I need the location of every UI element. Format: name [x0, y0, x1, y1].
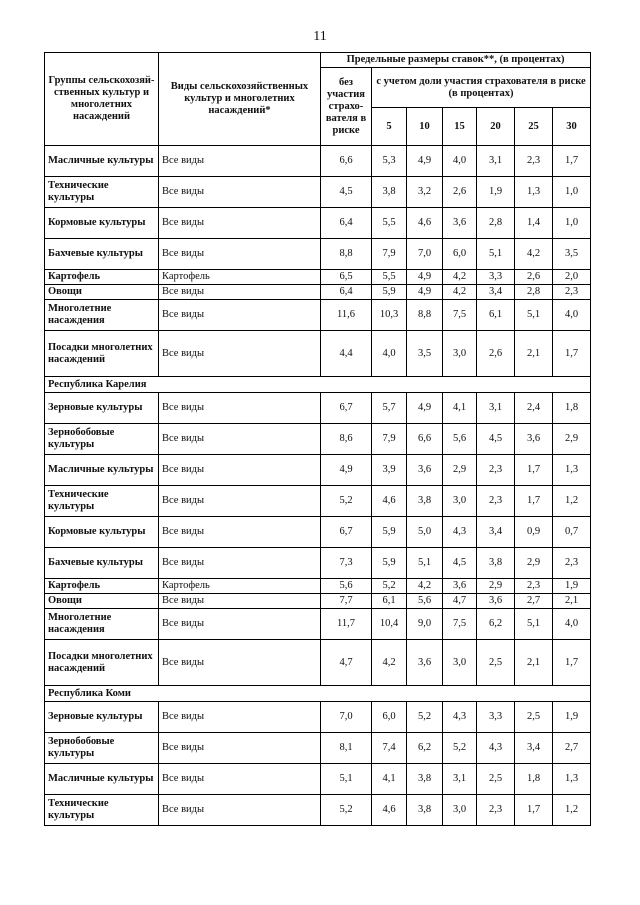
table-row [45, 331, 591, 377]
rate-share-cell: 2,9 [515, 548, 553, 579]
rate-share-cell: 1,7 [553, 640, 591, 686]
rate-no-share-cell: 4,4 [321, 331, 372, 377]
crop-kind-cell: Все виды [159, 300, 321, 331]
rate-share-cell: 3,8 [407, 764, 443, 795]
rate-share-cell: 5,1 [515, 300, 553, 331]
region-heading: Республика Карелия [45, 377, 591, 393]
rate-share-cell: 3,0 [443, 795, 477, 826]
rate-share-cell: 4,0 [372, 331, 407, 377]
rate-share-cell: 3,6 [515, 424, 553, 455]
rate-share-cell: 2,5 [515, 702, 553, 733]
rate-share-cell: 2,3 [515, 579, 553, 594]
rate-share-cell: 1,3 [515, 177, 553, 208]
rate-share-cell: 0,9 [515, 517, 553, 548]
rate-share-cell: 6,0 [372, 702, 407, 733]
rate-share-cell: 3,3 [477, 702, 515, 733]
rate-share-cell: 3,1 [477, 146, 515, 177]
rate-share-cell: 4,2 [372, 640, 407, 686]
crop-kind-cell: Все виды [159, 640, 321, 686]
rate-share-cell: 2,0 [553, 270, 591, 285]
rate-no-share-cell: 6,6 [321, 146, 372, 177]
rate-share-cell: 3,4 [477, 517, 515, 548]
rate-share-cell: 6,1 [477, 300, 515, 331]
crop-group-cell: Кормовые культуры [45, 517, 159, 548]
crop-kind-cell: Все виды [159, 594, 321, 609]
rate-no-share-cell: 6,4 [321, 285, 372, 300]
crop-group-cell: Зерновые культуры [45, 393, 159, 424]
rate-share-cell: 3,6 [477, 594, 515, 609]
rate-share-cell: 2,5 [477, 764, 515, 795]
rate-share-cell: 5,9 [372, 285, 407, 300]
rate-share-cell: 4,5 [443, 548, 477, 579]
rate-share-cell: 4,6 [372, 795, 407, 826]
rate-no-share-cell: 6,7 [321, 517, 372, 548]
crop-group-cell: Овощи [45, 285, 159, 300]
rate-share-cell: 1,7 [515, 455, 553, 486]
header-crop-kind: Виды сельскохозяйственных культур и многолетних насаждений* [159, 53, 321, 146]
header-share-level: 10 [407, 108, 443, 146]
rate-share-cell: 3,6 [407, 455, 443, 486]
rate-share-cell: 4,3 [443, 517, 477, 548]
rate-share-cell: 2,5 [477, 640, 515, 686]
rate-share-cell: 1,9 [553, 579, 591, 594]
crop-kind-cell: Все виды [159, 424, 321, 455]
table-row [45, 208, 591, 239]
rate-no-share-cell: 11,6 [321, 300, 372, 331]
table-row [45, 177, 591, 208]
rate-share-cell: 6,1 [372, 594, 407, 609]
table-row [45, 548, 591, 579]
rate-no-share-cell: 8,1 [321, 733, 372, 764]
rate-share-cell: 3,9 [372, 455, 407, 486]
rate-share-cell: 6,2 [407, 733, 443, 764]
crop-group-cell: Картофель [45, 270, 159, 285]
rate-share-cell: 5,2 [443, 733, 477, 764]
rate-share-cell: 0,7 [553, 517, 591, 548]
rate-share-cell: 1,3 [553, 455, 591, 486]
crop-kind-cell: Все виды [159, 486, 321, 517]
rate-share-cell: 7,9 [372, 239, 407, 270]
crop-group-cell: Бахчевые культуры [45, 548, 159, 579]
rate-share-cell: 5,2 [372, 579, 407, 594]
rate-share-cell: 1,8 [553, 393, 591, 424]
rate-share-cell: 5,1 [407, 548, 443, 579]
crop-kind-cell: Все виды [159, 146, 321, 177]
rate-share-cell: 10,3 [372, 300, 407, 331]
rate-share-cell: 7,0 [407, 239, 443, 270]
crop-group-cell: Посадки многолетних насаждений [45, 331, 159, 377]
table-row [45, 285, 591, 300]
rate-share-cell: 3,3 [477, 270, 515, 285]
rate-share-cell: 7,5 [443, 300, 477, 331]
table-row [45, 424, 591, 455]
rate-share-cell: 4,6 [372, 486, 407, 517]
rate-no-share-cell: 6,4 [321, 208, 372, 239]
rate-share-cell: 2,6 [443, 177, 477, 208]
rate-share-cell: 10,4 [372, 609, 407, 640]
table-row [45, 393, 591, 424]
rate-share-cell: 7,4 [372, 733, 407, 764]
header-rate-limits: Предельные размеры ставок**, (в процентах) [321, 53, 591, 68]
rate-share-cell: 4,9 [407, 393, 443, 424]
crop-group-cell: Технические культуры [45, 177, 159, 208]
table-row [45, 270, 591, 285]
rate-share-cell: 2,3 [553, 285, 591, 300]
rate-no-share-cell: 7,3 [321, 548, 372, 579]
crop-group-cell: Многолетние насаждения [45, 609, 159, 640]
table-row [45, 455, 591, 486]
rate-share-cell: 2,3 [477, 486, 515, 517]
header-crop-group: Группы сельскохозяй-ственных культур и многолетних насаждений [45, 53, 159, 146]
rate-share-cell: 8,8 [407, 300, 443, 331]
rate-share-cell: 5,9 [372, 517, 407, 548]
rate-share-cell: 3,4 [477, 285, 515, 300]
header-with-share: с учетом доли участия страхователя в риске (в процентах) [372, 68, 591, 108]
rate-share-cell: 1,7 [515, 795, 553, 826]
rate-share-cell: 2,3 [515, 146, 553, 177]
rate-share-cell: 6,6 [407, 424, 443, 455]
crop-group-cell: Зернобобовые культуры [45, 424, 159, 455]
crop-kind-cell: Все виды [159, 733, 321, 764]
rate-share-cell: 5,1 [477, 239, 515, 270]
rate-share-cell: 3,1 [477, 393, 515, 424]
rate-share-cell: 1,4 [515, 208, 553, 239]
page-number: 11 [313, 29, 327, 44]
rate-share-cell: 1,0 [553, 208, 591, 239]
rate-share-cell: 5,7 [372, 393, 407, 424]
crop-kind-cell: Все виды [159, 208, 321, 239]
rate-share-cell: 1,9 [477, 177, 515, 208]
table-row [45, 239, 591, 270]
rate-share-cell: 1,3 [553, 764, 591, 795]
table-row [45, 795, 591, 826]
table-row [45, 733, 591, 764]
rate-share-cell: 5,9 [372, 548, 407, 579]
rate-no-share-cell: 7,7 [321, 594, 372, 609]
rate-share-cell: 3,8 [477, 548, 515, 579]
table-row [45, 486, 591, 517]
rate-no-share-cell: 4,7 [321, 640, 372, 686]
rate-share-cell: 3,0 [443, 331, 477, 377]
crop-kind-cell: Все виды [159, 702, 321, 733]
crop-group-cell: Масличные культуры [45, 764, 159, 795]
crop-kind-cell: Все виды [159, 393, 321, 424]
rate-share-cell: 4,2 [515, 239, 553, 270]
rate-share-cell: 1,9 [553, 702, 591, 733]
rate-share-cell: 3,6 [443, 208, 477, 239]
rate-share-cell: 4,9 [407, 146, 443, 177]
rate-no-share-cell: 8,6 [321, 424, 372, 455]
header-share-level: 15 [443, 108, 477, 146]
rate-no-share-cell: 6,5 [321, 270, 372, 285]
table-row [45, 764, 591, 795]
rate-share-cell: 5,3 [372, 146, 407, 177]
rate-share-cell: 5,5 [372, 208, 407, 239]
rate-share-cell: 4,3 [477, 733, 515, 764]
rate-share-cell: 3,6 [407, 640, 443, 686]
rate-no-share-cell: 11,7 [321, 609, 372, 640]
rate-share-cell: 2,1 [515, 331, 553, 377]
rate-share-cell: 2,8 [477, 208, 515, 239]
rate-no-share-cell: 4,5 [321, 177, 372, 208]
table-row [45, 517, 591, 548]
rate-share-cell: 5,1 [515, 609, 553, 640]
rate-share-cell: 4,9 [407, 285, 443, 300]
rate-share-cell: 2,1 [515, 640, 553, 686]
table-row [45, 640, 591, 686]
insurance-rates-table [44, 52, 591, 826]
rate-share-cell: 4,0 [443, 146, 477, 177]
table-row [45, 300, 591, 331]
rate-share-cell: 4,2 [443, 270, 477, 285]
rate-share-cell: 3,5 [407, 331, 443, 377]
rate-share-cell: 4,7 [443, 594, 477, 609]
crop-kind-cell: Все виды [159, 764, 321, 795]
crop-group-cell: Многолетние насаждения [45, 300, 159, 331]
rate-share-cell: 1,2 [553, 795, 591, 826]
table-row [45, 579, 591, 594]
rate-share-cell: 1,0 [553, 177, 591, 208]
rate-share-cell: 2,1 [553, 594, 591, 609]
region-heading: Республика Коми [45, 686, 591, 702]
rate-share-cell: 2,3 [477, 455, 515, 486]
rate-share-cell: 5,6 [443, 424, 477, 455]
crop-group-cell: Бахчевые культуры [45, 239, 159, 270]
rate-no-share-cell: 7,0 [321, 702, 372, 733]
rate-share-cell: 5,5 [372, 270, 407, 285]
table-row [45, 146, 591, 177]
rate-share-cell: 2,3 [477, 795, 515, 826]
rate-no-share-cell: 5,6 [321, 579, 372, 594]
rate-share-cell: 3,8 [372, 177, 407, 208]
rate-share-cell: 1,7 [553, 331, 591, 377]
rate-share-cell: 3,4 [515, 733, 553, 764]
rate-share-cell: 4,5 [477, 424, 515, 455]
rate-share-cell: 5,0 [407, 517, 443, 548]
rate-share-cell: 9,0 [407, 609, 443, 640]
header-share-level: 5 [372, 108, 407, 146]
rate-share-cell: 1,7 [515, 486, 553, 517]
header-no-share: без участия страхо-вателя в риске [321, 68, 372, 146]
crop-kind-cell: Картофель [159, 579, 321, 594]
rate-no-share-cell: 5,2 [321, 486, 372, 517]
crop-kind-cell: Все виды [159, 285, 321, 300]
header-share-level: 30 [553, 108, 591, 146]
rate-share-cell: 4,2 [407, 579, 443, 594]
crop-kind-cell: Все виды [159, 609, 321, 640]
rate-share-cell: 3,0 [443, 640, 477, 686]
rate-share-cell: 1,8 [515, 764, 553, 795]
crop-kind-cell: Все виды [159, 331, 321, 377]
crop-kind-cell: Все виды [159, 239, 321, 270]
rate-share-cell: 3,1 [443, 764, 477, 795]
rate-share-cell: 4,0 [553, 609, 591, 640]
rate-share-cell: 3,8 [407, 795, 443, 826]
rate-share-cell: 2,6 [477, 331, 515, 377]
rate-share-cell: 5,6 [407, 594, 443, 609]
rate-share-cell: 4,0 [553, 300, 591, 331]
crop-kind-cell: Все виды [159, 177, 321, 208]
rate-no-share-cell: 8,8 [321, 239, 372, 270]
crop-kind-cell: Все виды [159, 455, 321, 486]
rate-share-cell: 5,2 [407, 702, 443, 733]
crop-kind-cell: Картофель [159, 270, 321, 285]
rate-share-cell: 3,0 [443, 486, 477, 517]
crop-group-cell: Технические культуры [45, 795, 159, 826]
rate-share-cell: 4,9 [407, 270, 443, 285]
crop-group-cell: Технические культуры [45, 486, 159, 517]
rate-share-cell: 4,1 [372, 764, 407, 795]
rate-no-share-cell: 4,9 [321, 455, 372, 486]
rate-share-cell: 4,1 [443, 393, 477, 424]
crop-group-cell: Овощи [45, 594, 159, 609]
rate-share-cell: 2,7 [515, 594, 553, 609]
rate-share-cell: 6,2 [477, 609, 515, 640]
rate-share-cell: 4,2 [443, 285, 477, 300]
rate-share-cell: 2,7 [553, 733, 591, 764]
rate-share-cell: 3,8 [407, 486, 443, 517]
crop-group-cell: Масличные культуры [45, 146, 159, 177]
rate-share-cell: 2,9 [443, 455, 477, 486]
rate-share-cell: 1,7 [553, 146, 591, 177]
rate-no-share-cell: 6,7 [321, 393, 372, 424]
table-row [45, 594, 591, 609]
crop-kind-cell: Все виды [159, 517, 321, 548]
crop-kind-cell: Все виды [159, 548, 321, 579]
rate-share-cell: 4,3 [443, 702, 477, 733]
rate-share-cell: 2,9 [553, 424, 591, 455]
rate-share-cell: 7,9 [372, 424, 407, 455]
rate-share-cell: 6,0 [443, 239, 477, 270]
rate-share-cell: 3,5 [553, 239, 591, 270]
rate-share-cell: 2,4 [515, 393, 553, 424]
crop-group-cell: Картофель [45, 579, 159, 594]
rate-share-cell: 4,6 [407, 208, 443, 239]
crop-group-cell: Кормовые культуры [45, 208, 159, 239]
table-row [45, 702, 591, 733]
rate-share-cell: 3,6 [443, 579, 477, 594]
rate-share-cell: 1,2 [553, 486, 591, 517]
crop-kind-cell: Все виды [159, 795, 321, 826]
header-share-level: 25 [515, 108, 553, 146]
rate-share-cell: 2,8 [515, 285, 553, 300]
rate-no-share-cell: 5,1 [321, 764, 372, 795]
rate-share-cell: 7,5 [443, 609, 477, 640]
header-share-level: 20 [477, 108, 515, 146]
rate-share-cell: 3,2 [407, 177, 443, 208]
rate-share-cell: 2,6 [515, 270, 553, 285]
rate-share-cell: 2,9 [477, 579, 515, 594]
crop-group-cell: Зернобобовые культуры [45, 733, 159, 764]
crop-group-cell: Масличные культуры [45, 455, 159, 486]
crop-group-cell: Зерновые культуры [45, 702, 159, 733]
rate-no-share-cell: 5,2 [321, 795, 372, 826]
rate-share-cell: 2,3 [553, 548, 591, 579]
crop-group-cell: Посадки многолетних насаждений [45, 640, 159, 686]
table-row [45, 609, 591, 640]
